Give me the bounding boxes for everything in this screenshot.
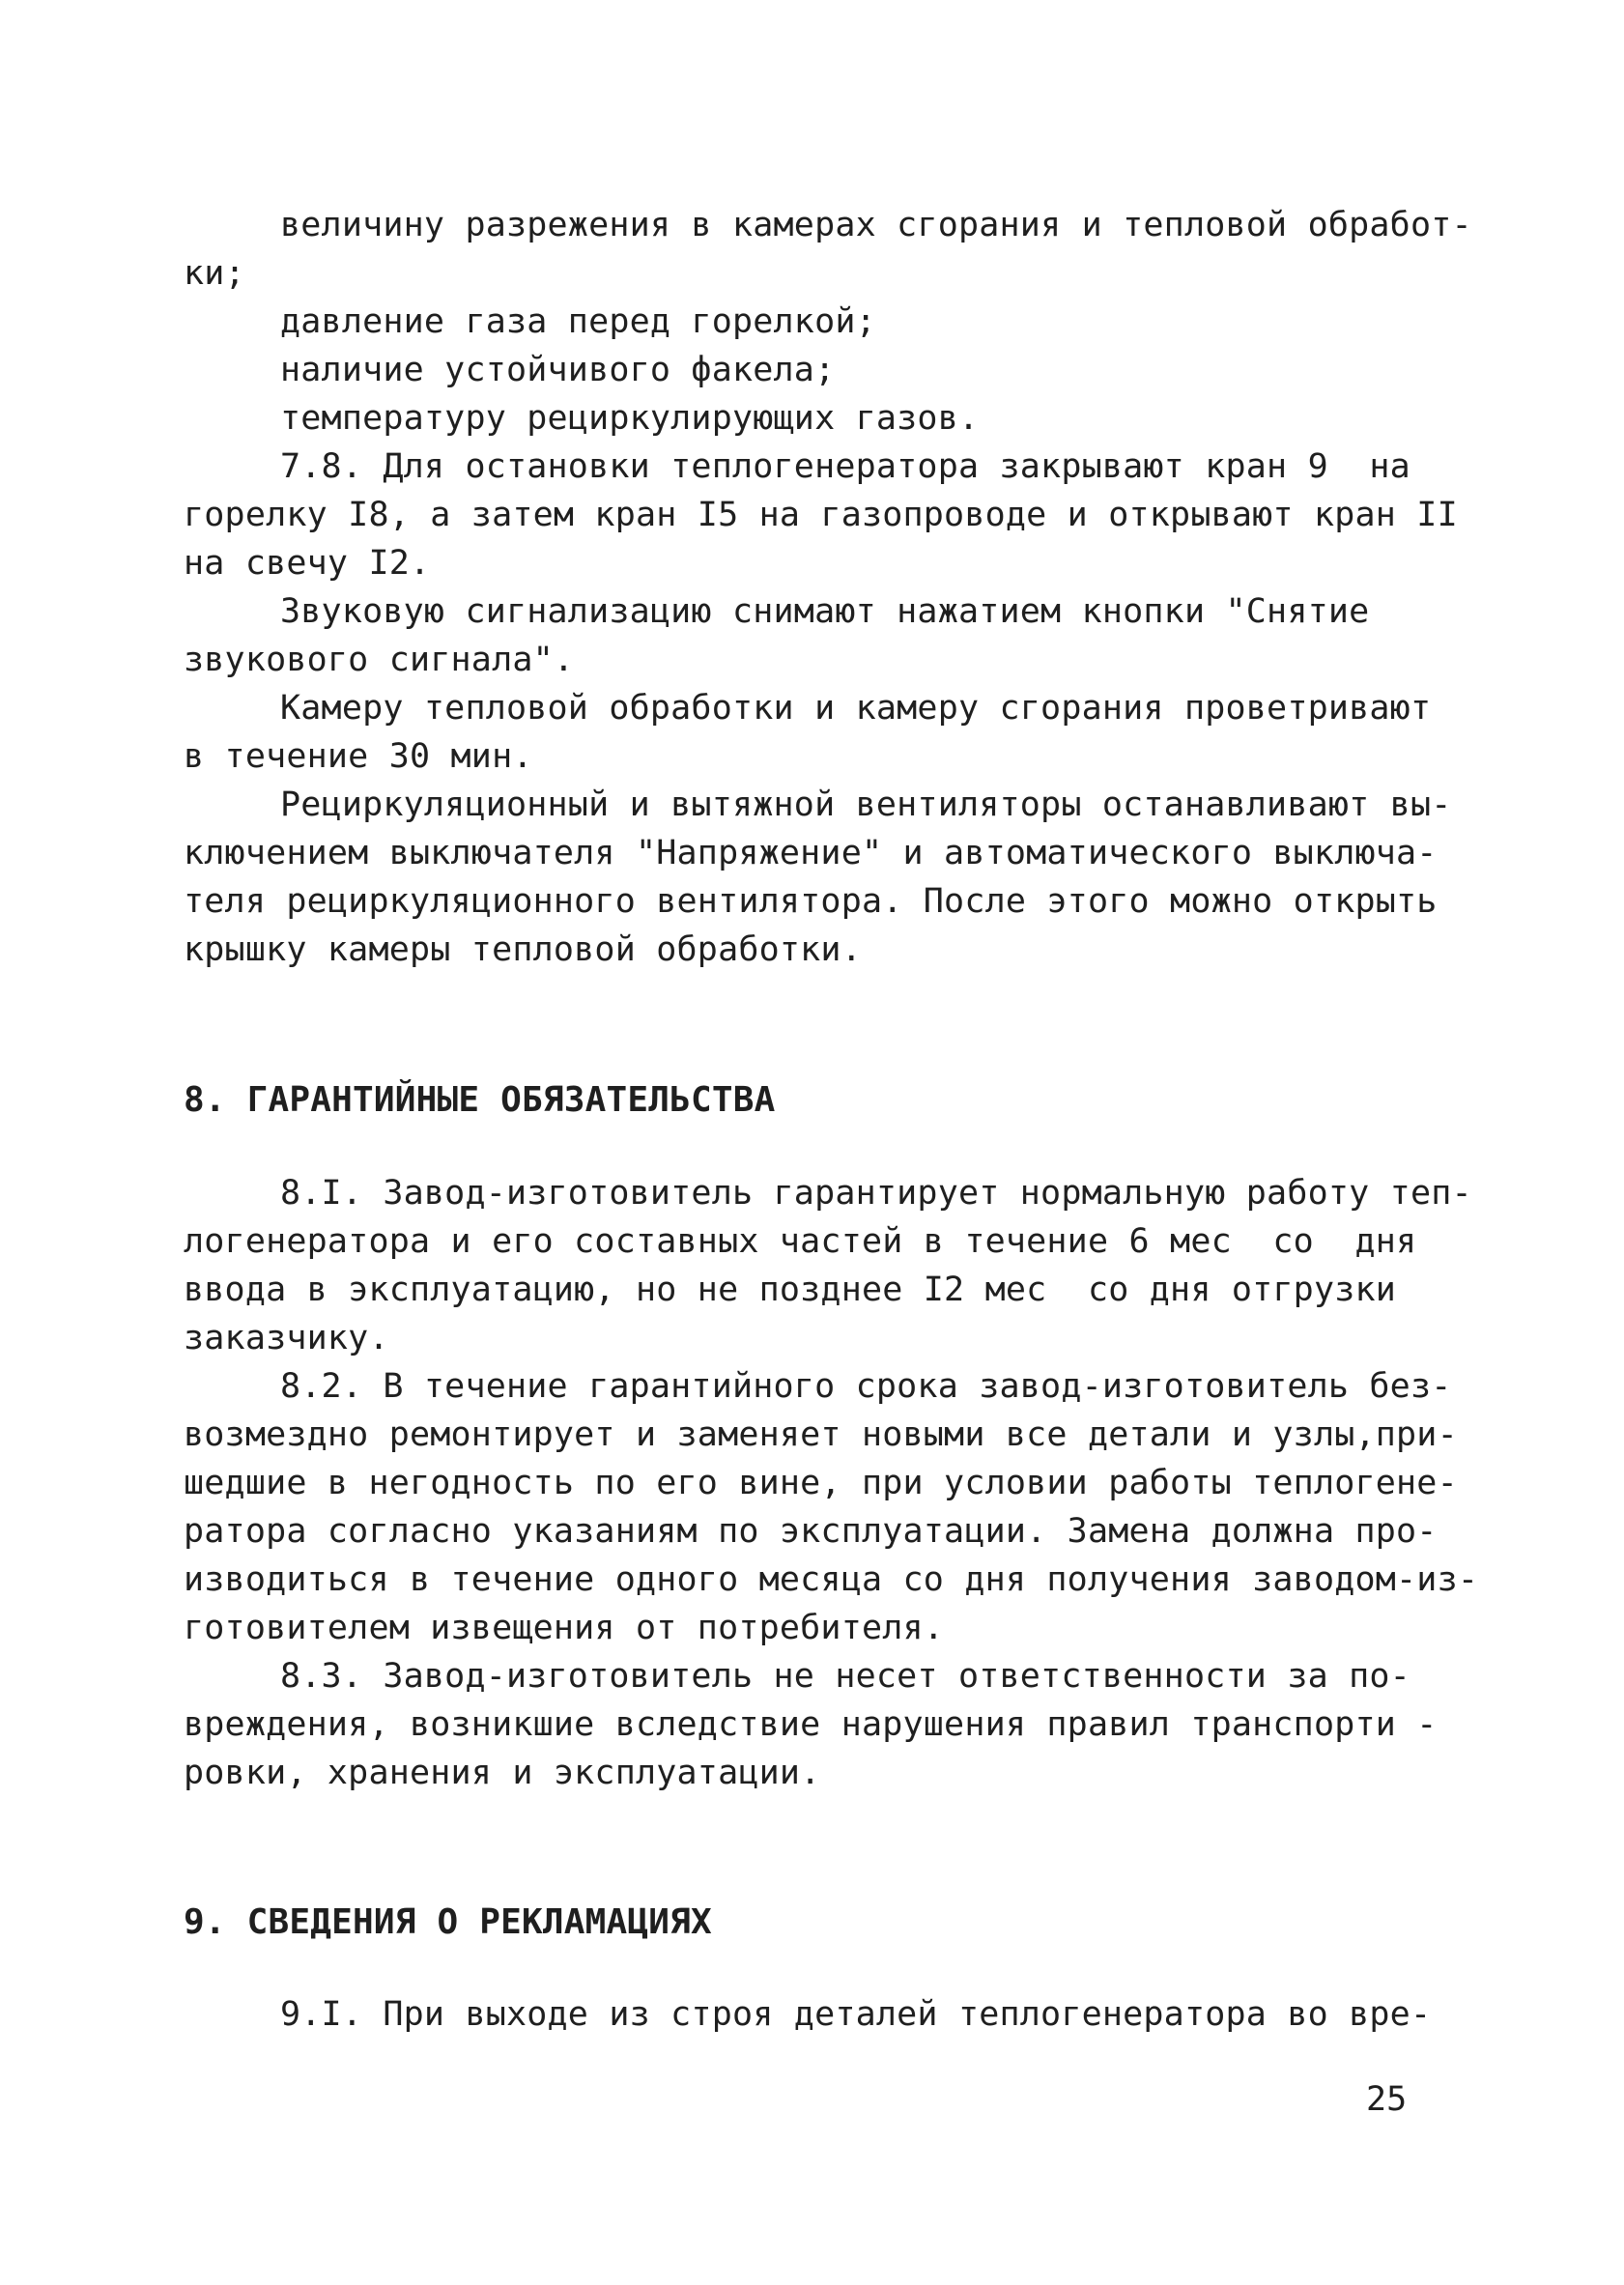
text-line: ратора согласно указаниям по эксплуатации. Замена должна про- bbox=[184, 1512, 1438, 1551]
text-line: возмездно ремонтирует и заменяет новыми все детали и узлы,при- bbox=[184, 1415, 1458, 1454]
text-line: температуру рециркулирующих газов. bbox=[280, 399, 980, 438]
text-line: величину разрежения в камерах сгорания и тепловой обработ- bbox=[280, 206, 1472, 244]
text-line: 8.2. В течение гарантийного срока завод-изготовитель без- bbox=[280, 1367, 1452, 1406]
text-line: Камеру тепловой обработки и камеру сгорания проветривают bbox=[280, 689, 1432, 728]
text-line: ки; bbox=[184, 254, 245, 293]
text-line: ровки, хранения и эксплуатации. bbox=[184, 1754, 821, 1792]
text-line: шедшие в негодность по его вине, при условии работы теплогене- bbox=[184, 1464, 1458, 1502]
text-line: ключением выключателя "Напряжение" и автоматического выключа- bbox=[184, 834, 1438, 872]
text-line: теля рециркуляционного вентилятора. После этого можно открыть bbox=[184, 882, 1438, 921]
text-line: в течение 30 мин. bbox=[184, 737, 533, 776]
text-line: 7.8. Для остановки теплогенератора закрывают кран 9 на bbox=[280, 447, 1410, 486]
section-heading: 8. ГАРАНТИЙНЫЕ ОБЯЗАТЕЛЬСТВА bbox=[184, 1080, 776, 1120]
text-line: Звуковую сигнализацию снимают нажатием кнопки "Снятие bbox=[280, 592, 1370, 631]
text-line: на свечу I2. bbox=[184, 544, 431, 583]
text-line: звукового сигнала". bbox=[184, 641, 575, 679]
text-line: заказчику. bbox=[184, 1319, 389, 1357]
text-line: логенератора и его составных частей в течение 6 мес со дня bbox=[184, 1222, 1417, 1261]
text-line: давление газа перед горелкой; bbox=[280, 302, 876, 341]
text-line: наличие устойчивого факела; bbox=[280, 351, 836, 389]
text-line: вреждения, возникшие вследствие нарушения правил транспорти - bbox=[184, 1705, 1438, 1744]
text-line: готовителем извещения от потребителя. bbox=[184, 1609, 945, 1647]
text-line: 9.I. При выходе из строя деталей теплогенератора во вре- bbox=[280, 1995, 1432, 2034]
text-line: горелку I8, а затем кран I5 на газопроводе и открывают кран II bbox=[184, 496, 1458, 534]
text-line: ввода в эксплуатацию, но не позднее I2 мес со дня отгрузки bbox=[184, 1271, 1397, 1309]
text-line: крышку камеры тепловой обработки. bbox=[184, 930, 862, 969]
section-heading: 9. СВЕДЕНИЯ О РЕКЛАМАЦИЯХ bbox=[184, 1902, 712, 1942]
text-line: Рециркуляционный и вытяжной вентиляторы останавливают вы- bbox=[280, 785, 1452, 824]
text-line: изводиться в течение одного месяца со дня получения заводом-из- bbox=[184, 1560, 1479, 1599]
text-line: 8.I. Завод-изготовитель гарантирует нормальную работу теп- bbox=[280, 1174, 1472, 1213]
page-number: 25 bbox=[1366, 2080, 1408, 2119]
text-line: 8.3. Завод-изготовитель не несет ответственности за по- bbox=[280, 1657, 1410, 1696]
